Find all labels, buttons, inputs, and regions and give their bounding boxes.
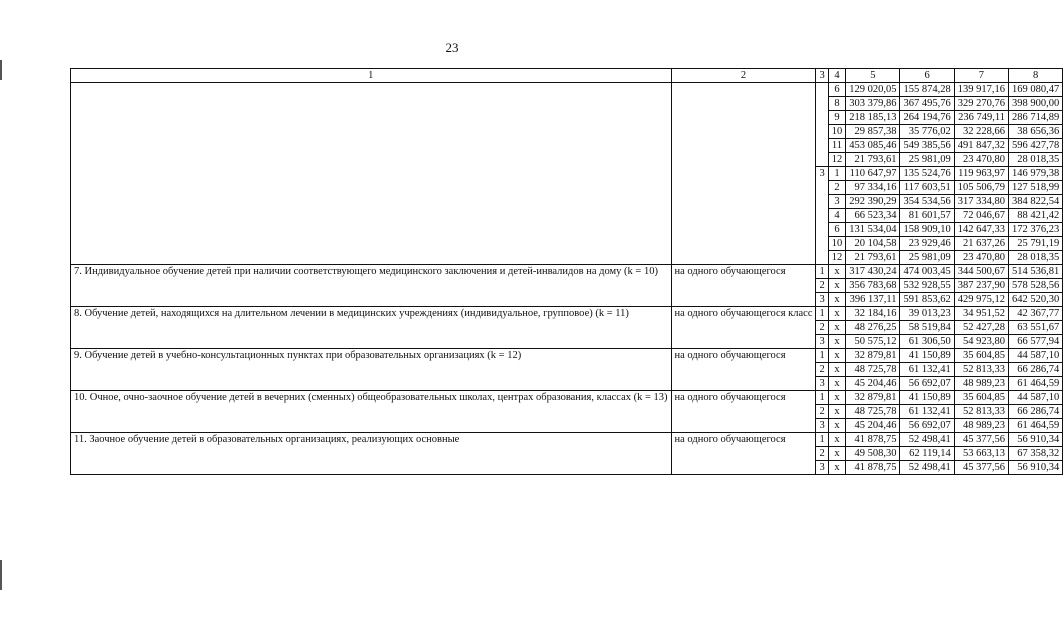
page-number: 23 xyxy=(445,40,459,55)
value-cell: 61 464,59 xyxy=(1008,419,1062,433)
value-cell: 591 853,62 xyxy=(900,293,954,307)
level-cell: 12 xyxy=(828,251,846,265)
value-cell: 63 551,67 xyxy=(1008,321,1062,335)
value-cell: 264 194,76 xyxy=(900,111,954,125)
value-cell: 81 601,57 xyxy=(900,209,954,223)
level-cell: х xyxy=(828,391,846,405)
value-cell: 56 692,07 xyxy=(900,377,954,391)
value-cell: 41 878,75 xyxy=(846,461,900,475)
level-cell: 8 xyxy=(828,97,846,111)
level-cell: х xyxy=(828,461,846,475)
value-cell: 50 575,12 xyxy=(846,335,900,349)
level-cell: х xyxy=(828,335,846,349)
level-cell: х xyxy=(828,265,846,279)
value-cell: 41 878,75 xyxy=(846,433,900,447)
level-cell: 10 xyxy=(828,125,846,139)
section-name-cell: 9. Обучение детей в учебно-консультационных пунктах при образовательных организациях (k = 12) xyxy=(71,349,672,391)
group-cell: 3 xyxy=(816,377,828,391)
value-cell: 146 979,38 xyxy=(1008,167,1062,181)
value-cell: 61 306,50 xyxy=(900,335,954,349)
value-cell: 396 137,11 xyxy=(846,293,900,307)
level-cell: х xyxy=(828,419,846,433)
header-cell: 6 xyxy=(900,69,954,83)
value-cell: 32 184,16 xyxy=(846,307,900,321)
unit-cell: на одного обучающегося xyxy=(671,433,816,475)
group-cell: 3 xyxy=(816,461,828,475)
value-cell: 303 379,86 xyxy=(846,97,900,111)
level-cell: 10 xyxy=(828,237,846,251)
section-name-cell: 11. Заочное обучение детей в образовательных организациях, реализующих основные xyxy=(71,433,672,475)
header-cell: 8 xyxy=(1008,69,1062,83)
value-cell: 236 749,11 xyxy=(954,111,1008,125)
level-cell: х xyxy=(828,349,846,363)
value-cell: 66 523,34 xyxy=(846,209,900,223)
value-cell: 286 714,89 xyxy=(1008,111,1062,125)
table-body xyxy=(71,69,1063,475)
value-cell: 317 334,80 xyxy=(954,195,1008,209)
value-cell: 28 018,35 xyxy=(1008,153,1062,167)
value-cell: 39 013,23 xyxy=(900,307,954,321)
table-row xyxy=(71,307,1063,321)
value-cell: 158 909,10 xyxy=(900,223,954,237)
value-cell: 532 928,55 xyxy=(900,279,954,293)
section-name-cell: 8. Обучение детей, находящихся на длительном лечении в медицинских учреждениях (индивидуальное, групповое) (k = 11) xyxy=(71,307,672,349)
value-cell: 48 725,78 xyxy=(846,405,900,419)
scan-edge-mark xyxy=(0,560,2,590)
value-cell: 172 376,23 xyxy=(1008,223,1062,237)
group-cell: 1 xyxy=(816,433,828,447)
value-cell: 38 656,36 xyxy=(1008,125,1062,139)
scan-edge-mark xyxy=(0,60,2,80)
value-cell: 317 430,24 xyxy=(846,265,900,279)
value-cell: 62 119,14 xyxy=(900,447,954,461)
level-cell: х xyxy=(828,405,846,419)
value-cell: 97 334,16 xyxy=(846,181,900,195)
value-cell: 41 150,89 xyxy=(900,349,954,363)
group-cell: 1 xyxy=(816,307,828,321)
group-cell: 3 xyxy=(816,167,828,265)
value-cell: 169 080,47 xyxy=(1008,83,1062,97)
unit-cell: на одного обучающегося xyxy=(671,265,816,307)
value-cell: 117 603,51 xyxy=(900,181,954,195)
value-cell: 42 367,77 xyxy=(1008,307,1062,321)
level-cell: 12 xyxy=(828,153,846,167)
value-cell: 48 989,23 xyxy=(954,377,1008,391)
table-row xyxy=(71,265,1063,279)
value-cell: 66 577,94 xyxy=(1008,335,1062,349)
tariff-table xyxy=(70,68,1063,475)
value-cell: 53 663,13 xyxy=(954,447,1008,461)
value-cell: 61 132,41 xyxy=(900,363,954,377)
value-cell: 52 498,41 xyxy=(900,461,954,475)
value-cell: 155 874,28 xyxy=(900,83,954,97)
group-cell: 2 xyxy=(816,405,828,419)
value-cell: 32 228,66 xyxy=(954,125,1008,139)
value-cell: 56 910,34 xyxy=(1008,433,1062,447)
group-cell: 3 xyxy=(816,335,828,349)
header-cell: 7 xyxy=(954,69,1008,83)
value-cell: 474 003,45 xyxy=(900,265,954,279)
header-cell: 3 xyxy=(816,69,828,83)
group-cell: 2 xyxy=(816,321,828,335)
group-cell: 3 xyxy=(816,293,828,307)
value-cell: 45 204,46 xyxy=(846,377,900,391)
value-cell: 48 725,78 xyxy=(846,363,900,377)
value-cell: 453 085,46 xyxy=(846,139,900,153)
value-cell: 514 536,81 xyxy=(1008,265,1062,279)
value-cell: 28 018,35 xyxy=(1008,251,1062,265)
value-cell: 139 917,16 xyxy=(954,83,1008,97)
value-cell: 72 046,67 xyxy=(954,209,1008,223)
group-cell: 2 xyxy=(816,279,828,293)
level-cell: х xyxy=(828,363,846,377)
value-cell: 131 534,04 xyxy=(846,223,900,237)
group-cell: 1 xyxy=(816,349,828,363)
group-cell xyxy=(816,83,828,167)
value-cell: 292 390,29 xyxy=(846,195,900,209)
value-cell: 34 951,52 xyxy=(954,307,1008,321)
value-cell: 35 604,85 xyxy=(954,391,1008,405)
level-cell: 2 xyxy=(828,181,846,195)
value-cell: 127 518,99 xyxy=(1008,181,1062,195)
level-cell: 1 xyxy=(828,167,846,181)
value-cell: 32 879,81 xyxy=(846,391,900,405)
value-cell: 596 427,78 xyxy=(1008,139,1062,153)
value-cell: 398 900,00 xyxy=(1008,97,1062,111)
value-cell: 642 520,30 xyxy=(1008,293,1062,307)
value-cell: 329 270,76 xyxy=(954,97,1008,111)
level-cell: х xyxy=(828,433,846,447)
group-cell: 2 xyxy=(816,447,828,461)
group-cell: 3 xyxy=(816,419,828,433)
group-cell: 2 xyxy=(816,363,828,377)
value-cell: 491 847,32 xyxy=(954,139,1008,153)
level-cell: х xyxy=(828,307,846,321)
value-cell: 88 421,42 xyxy=(1008,209,1062,223)
value-cell: 23 470,80 xyxy=(954,153,1008,167)
level-cell: х xyxy=(828,279,846,293)
unit-cell: на одного обучающегося xyxy=(671,391,816,433)
level-cell: х xyxy=(828,447,846,461)
value-cell: 135 524,76 xyxy=(900,167,954,181)
level-cell: х xyxy=(828,321,846,335)
value-cell: 142 647,33 xyxy=(954,223,1008,237)
value-cell: 356 783,68 xyxy=(846,279,900,293)
value-cell: 67 358,32 xyxy=(1008,447,1062,461)
unit-cell: на одного обучающегося xyxy=(671,349,816,391)
value-cell: 52 813,33 xyxy=(954,363,1008,377)
value-cell: 52 427,28 xyxy=(954,321,1008,335)
section-name-cell xyxy=(71,83,672,265)
level-cell: х xyxy=(828,293,846,307)
header-cell: 4 xyxy=(828,69,846,83)
value-cell: 45 377,56 xyxy=(954,433,1008,447)
value-cell: 21 793,61 xyxy=(846,153,900,167)
value-cell: 354 534,56 xyxy=(900,195,954,209)
value-cell: 105 506,79 xyxy=(954,181,1008,195)
value-cell: 66 286,74 xyxy=(1008,405,1062,419)
group-cell: 1 xyxy=(816,265,828,279)
header-row xyxy=(71,69,1063,83)
level-cell: х xyxy=(828,377,846,391)
header-cell: 5 xyxy=(846,69,900,83)
value-cell: 429 975,12 xyxy=(954,293,1008,307)
value-cell: 61 464,59 xyxy=(1008,377,1062,391)
value-cell: 58 519,84 xyxy=(900,321,954,335)
value-cell: 25 791,19 xyxy=(1008,237,1062,251)
value-cell: 25 981,09 xyxy=(900,153,954,167)
unit-cell xyxy=(671,83,816,265)
table-row xyxy=(71,433,1063,447)
value-cell: 218 185,13 xyxy=(846,111,900,125)
value-cell: 61 132,41 xyxy=(900,405,954,419)
group-cell: 1 xyxy=(816,391,828,405)
value-cell: 119 963,97 xyxy=(954,167,1008,181)
value-cell: 578 528,56 xyxy=(1008,279,1062,293)
value-cell: 23 470,80 xyxy=(954,251,1008,265)
section-name-cell: 10. Очное, очно-заочное обучение детей в вечерних (сменных) общеобразовательных школах, центрах образования, классах (k = 13) xyxy=(71,391,672,433)
value-cell: 387 237,90 xyxy=(954,279,1008,293)
value-cell: 56 910,34 xyxy=(1008,461,1062,475)
header-cell: 2 xyxy=(671,69,816,83)
value-cell: 44 587,10 xyxy=(1008,391,1062,405)
value-cell: 52 498,41 xyxy=(900,433,954,447)
table-row xyxy=(71,83,1063,97)
level-cell: 6 xyxy=(828,83,846,97)
value-cell: 23 929,46 xyxy=(900,237,954,251)
level-cell: 4 xyxy=(828,209,846,223)
value-cell: 41 150,89 xyxy=(900,391,954,405)
value-cell: 44 587,10 xyxy=(1008,349,1062,363)
value-cell: 52 813,33 xyxy=(954,405,1008,419)
value-cell: 54 923,80 xyxy=(954,335,1008,349)
value-cell: 29 857,38 xyxy=(846,125,900,139)
value-cell: 48 276,25 xyxy=(846,321,900,335)
table-row xyxy=(71,349,1063,363)
value-cell: 110 647,97 xyxy=(846,167,900,181)
value-cell: 66 286,74 xyxy=(1008,363,1062,377)
value-cell: 549 385,56 xyxy=(900,139,954,153)
value-cell: 49 508,30 xyxy=(846,447,900,461)
value-cell: 48 989,23 xyxy=(954,419,1008,433)
value-cell: 35 776,02 xyxy=(900,125,954,139)
header-cell: 1 xyxy=(71,69,672,83)
value-cell: 32 879,81 xyxy=(846,349,900,363)
value-cell: 45 204,46 xyxy=(846,419,900,433)
level-cell: 3 xyxy=(828,195,846,209)
value-cell: 367 495,76 xyxy=(900,97,954,111)
level-cell: 9 xyxy=(828,111,846,125)
value-cell: 21 793,61 xyxy=(846,251,900,265)
value-cell: 129 020,05 xyxy=(846,83,900,97)
value-cell: 20 104,58 xyxy=(846,237,900,251)
section-name-cell: 7. Индивидуальное обучение детей при наличии соответствующего медицинского заключения и детей-инвалидов на дому (k = 10) xyxy=(71,265,672,307)
value-cell: 56 692,07 xyxy=(900,419,954,433)
value-cell: 384 822,54 xyxy=(1008,195,1062,209)
value-cell: 45 377,56 xyxy=(954,461,1008,475)
table-row xyxy=(71,391,1063,405)
level-cell: 6 xyxy=(828,223,846,237)
value-cell: 21 637,26 xyxy=(954,237,1008,251)
value-cell: 35 604,85 xyxy=(954,349,1008,363)
unit-cell: на одного обучающегося класс xyxy=(671,307,816,349)
level-cell: 11 xyxy=(828,139,846,153)
value-cell: 25 981,09 xyxy=(900,251,954,265)
value-cell: 344 500,67 xyxy=(954,265,1008,279)
